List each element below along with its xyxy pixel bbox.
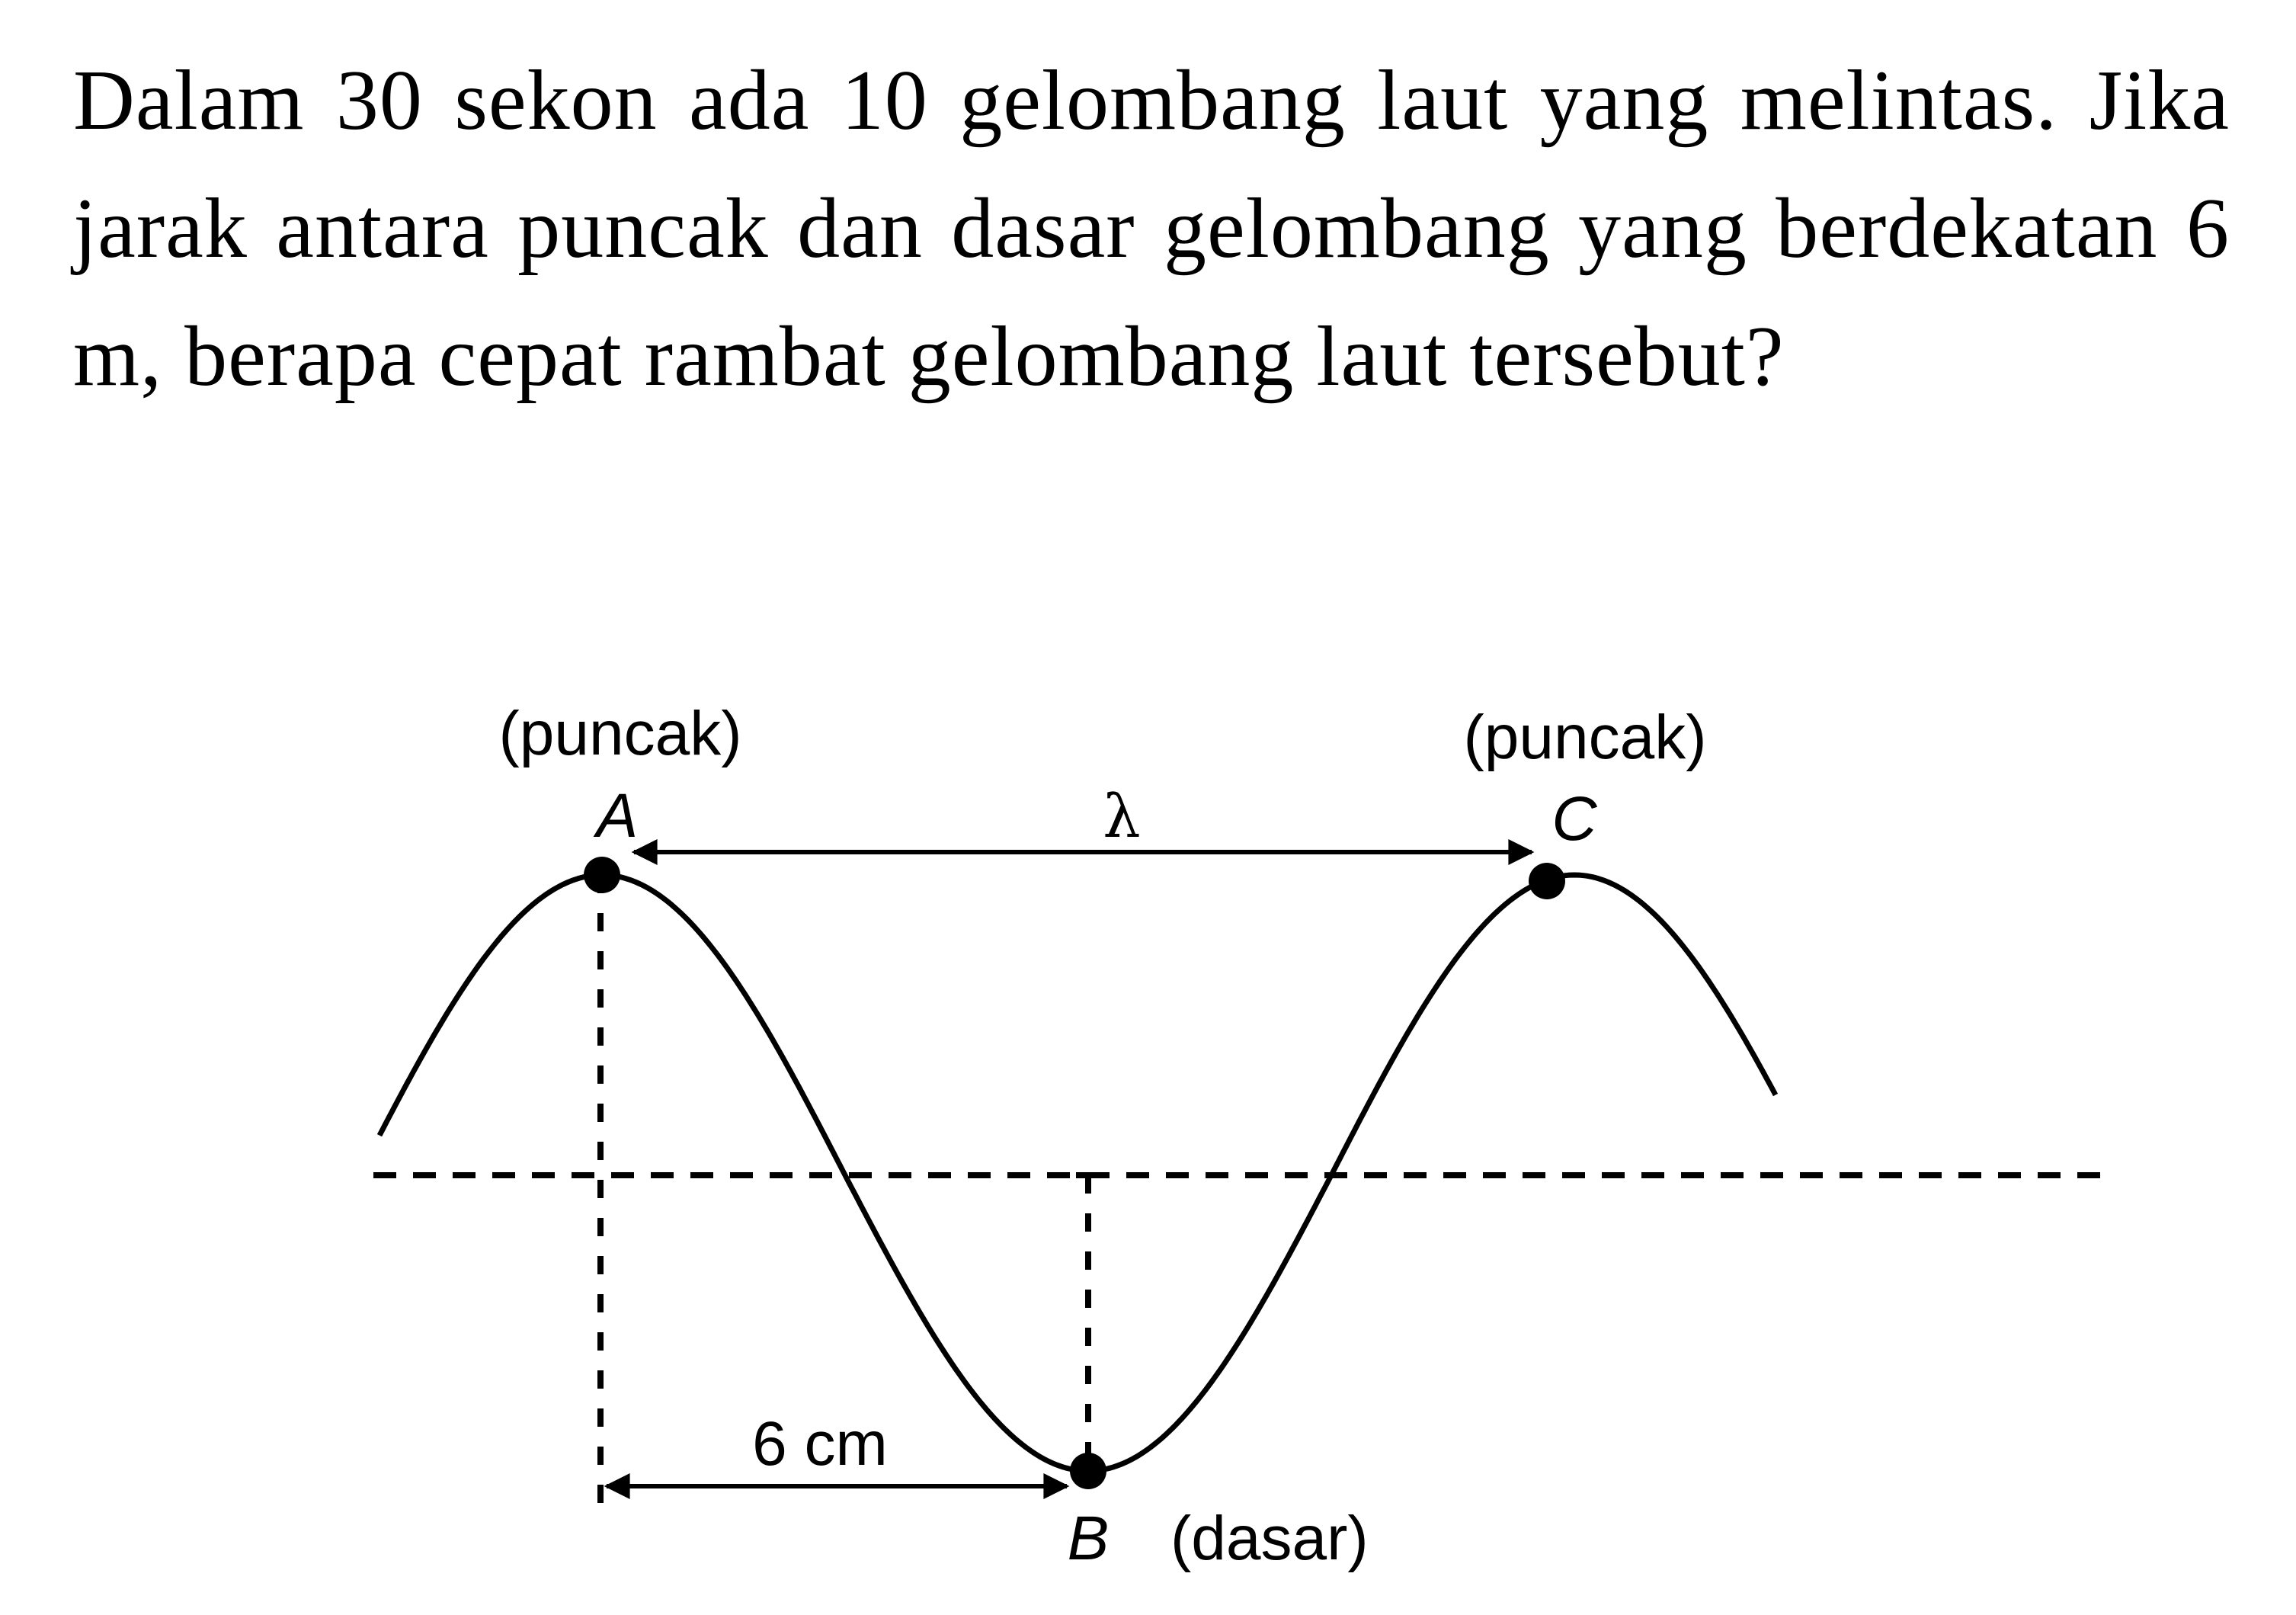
question-text: Dalam 30 sekon ada 10 gelombang laut yang melintas. Jika jarak antara puncak dan dasar gelombang yang berdekatan 6 m, berapa cepat rambat gelombang laut tersebut? (73, 53, 2230, 404)
point-a-label: A (596, 781, 639, 851)
point-c-dot (1529, 863, 1565, 899)
point-b-label: B (1067, 1504, 1110, 1573)
point-c-label: C (1551, 784, 1597, 854)
wavelength-symbol: λ (1103, 783, 1141, 851)
point-a-dot (584, 857, 620, 893)
trough-caption: (dasar) (1170, 1504, 1369, 1573)
crest-c-caption: (puncak) (1463, 703, 1707, 772)
point-b-dot (1070, 1453, 1106, 1489)
half-wavelength-label: 6 cm (752, 1409, 888, 1479)
crest-a-caption: (puncak) (498, 699, 742, 768)
